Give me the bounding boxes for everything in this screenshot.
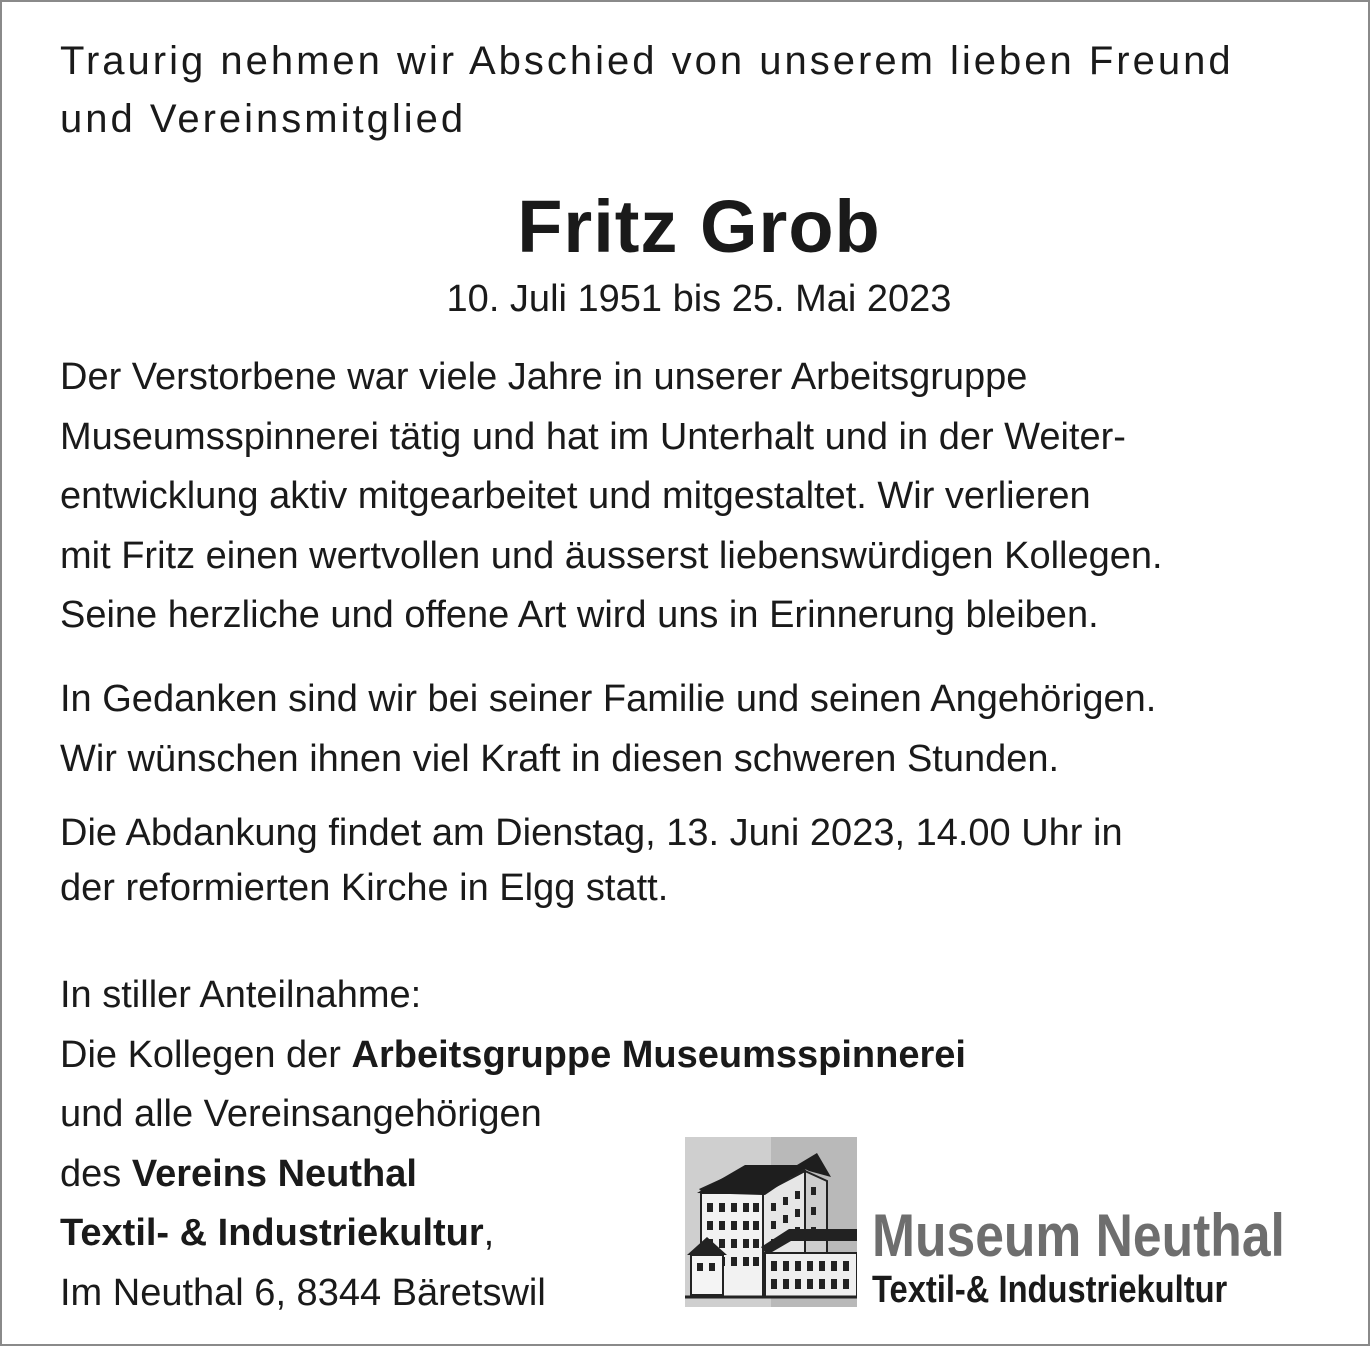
- museum-logo-text: [872, 1200, 1322, 1312]
- closing-line-5: [60, 1204, 700, 1264]
- tribute-paragraph: [60, 348, 1350, 646]
- logo-title: Museum Neuthal: [872, 1202, 1285, 1269]
- closing-line-2: [60, 1026, 966, 1086]
- service-line: Die Abdankung findet am Dienstag, 13. Juni 2023, 14.00 Uhr in: [60, 812, 1123, 854]
- address-line: Im Neuthal 6, 8344 Bäretswil: [60, 1271, 546, 1314]
- condolence-line: Wir wünschen ihnen viel Kraft in diesen schweren Stunden.: [60, 737, 1060, 780]
- factory-building-icon: [685, 1137, 857, 1307]
- intro-text: [60, 32, 1340, 148]
- tribute-line: mit Fritz einen wertvollen und äusserst liebenswürdigen Kollegen.: [60, 534, 1163, 577]
- closing-text: ,: [483, 1212, 495, 1254]
- logo-subtitle: Textil-& Industriekultur: [872, 1269, 1228, 1311]
- association-name-2: Textil- & Industriekultur: [60, 1212, 484, 1254]
- tribute-line: Seine herzliche und offene Art wird uns in Erinnerung bleiben.: [60, 594, 1099, 636]
- tribute-line: Museumsspinnerei tätig und hat im Unterhalt und in der Weiter-: [60, 415, 1126, 458]
- closing-text: Die Kollegen der: [60, 1033, 352, 1076]
- intro-line-1: Traurig nehmen wir Abschied von unserem lieben Freund: [60, 39, 1234, 83]
- service-paragraph: [60, 806, 1350, 916]
- closing-signature: [60, 966, 966, 1323]
- condolence-line: In Gedanken sind wir bei seiner Familie und seinen Angehörigen.: [60, 678, 1157, 720]
- service-line: der reformierten Kirche in Elgg statt.: [60, 867, 669, 909]
- closing-line-3: und alle Vereinsangehörigen: [60, 1093, 542, 1135]
- closing-line-1: In stiller Anteilnahme:: [60, 974, 422, 1016]
- life-dates: 10. Juli 1951 bis 25. Mai 2023: [446, 278, 952, 320]
- working-group-name: Arbeitsgruppe Museumsspinnerei: [351, 1033, 966, 1076]
- closing-text: des: [60, 1152, 132, 1195]
- intro-line-2: und Vereinsmitglied: [60, 97, 467, 141]
- condolence-paragraph: [60, 670, 1350, 789]
- tribute-line: entwicklung aktiv mitgearbeitet und mitgestaltet. Wir verlieren: [60, 475, 1091, 517]
- deceased-name: Fritz Grob: [517, 185, 881, 268]
- closing-line-4: [60, 1145, 700, 1205]
- association-name: Vereins Neuthal: [131, 1152, 417, 1195]
- tribute-line: Der Verstorbene war viele Jahre in unserer Arbeitsgruppe: [60, 356, 1028, 398]
